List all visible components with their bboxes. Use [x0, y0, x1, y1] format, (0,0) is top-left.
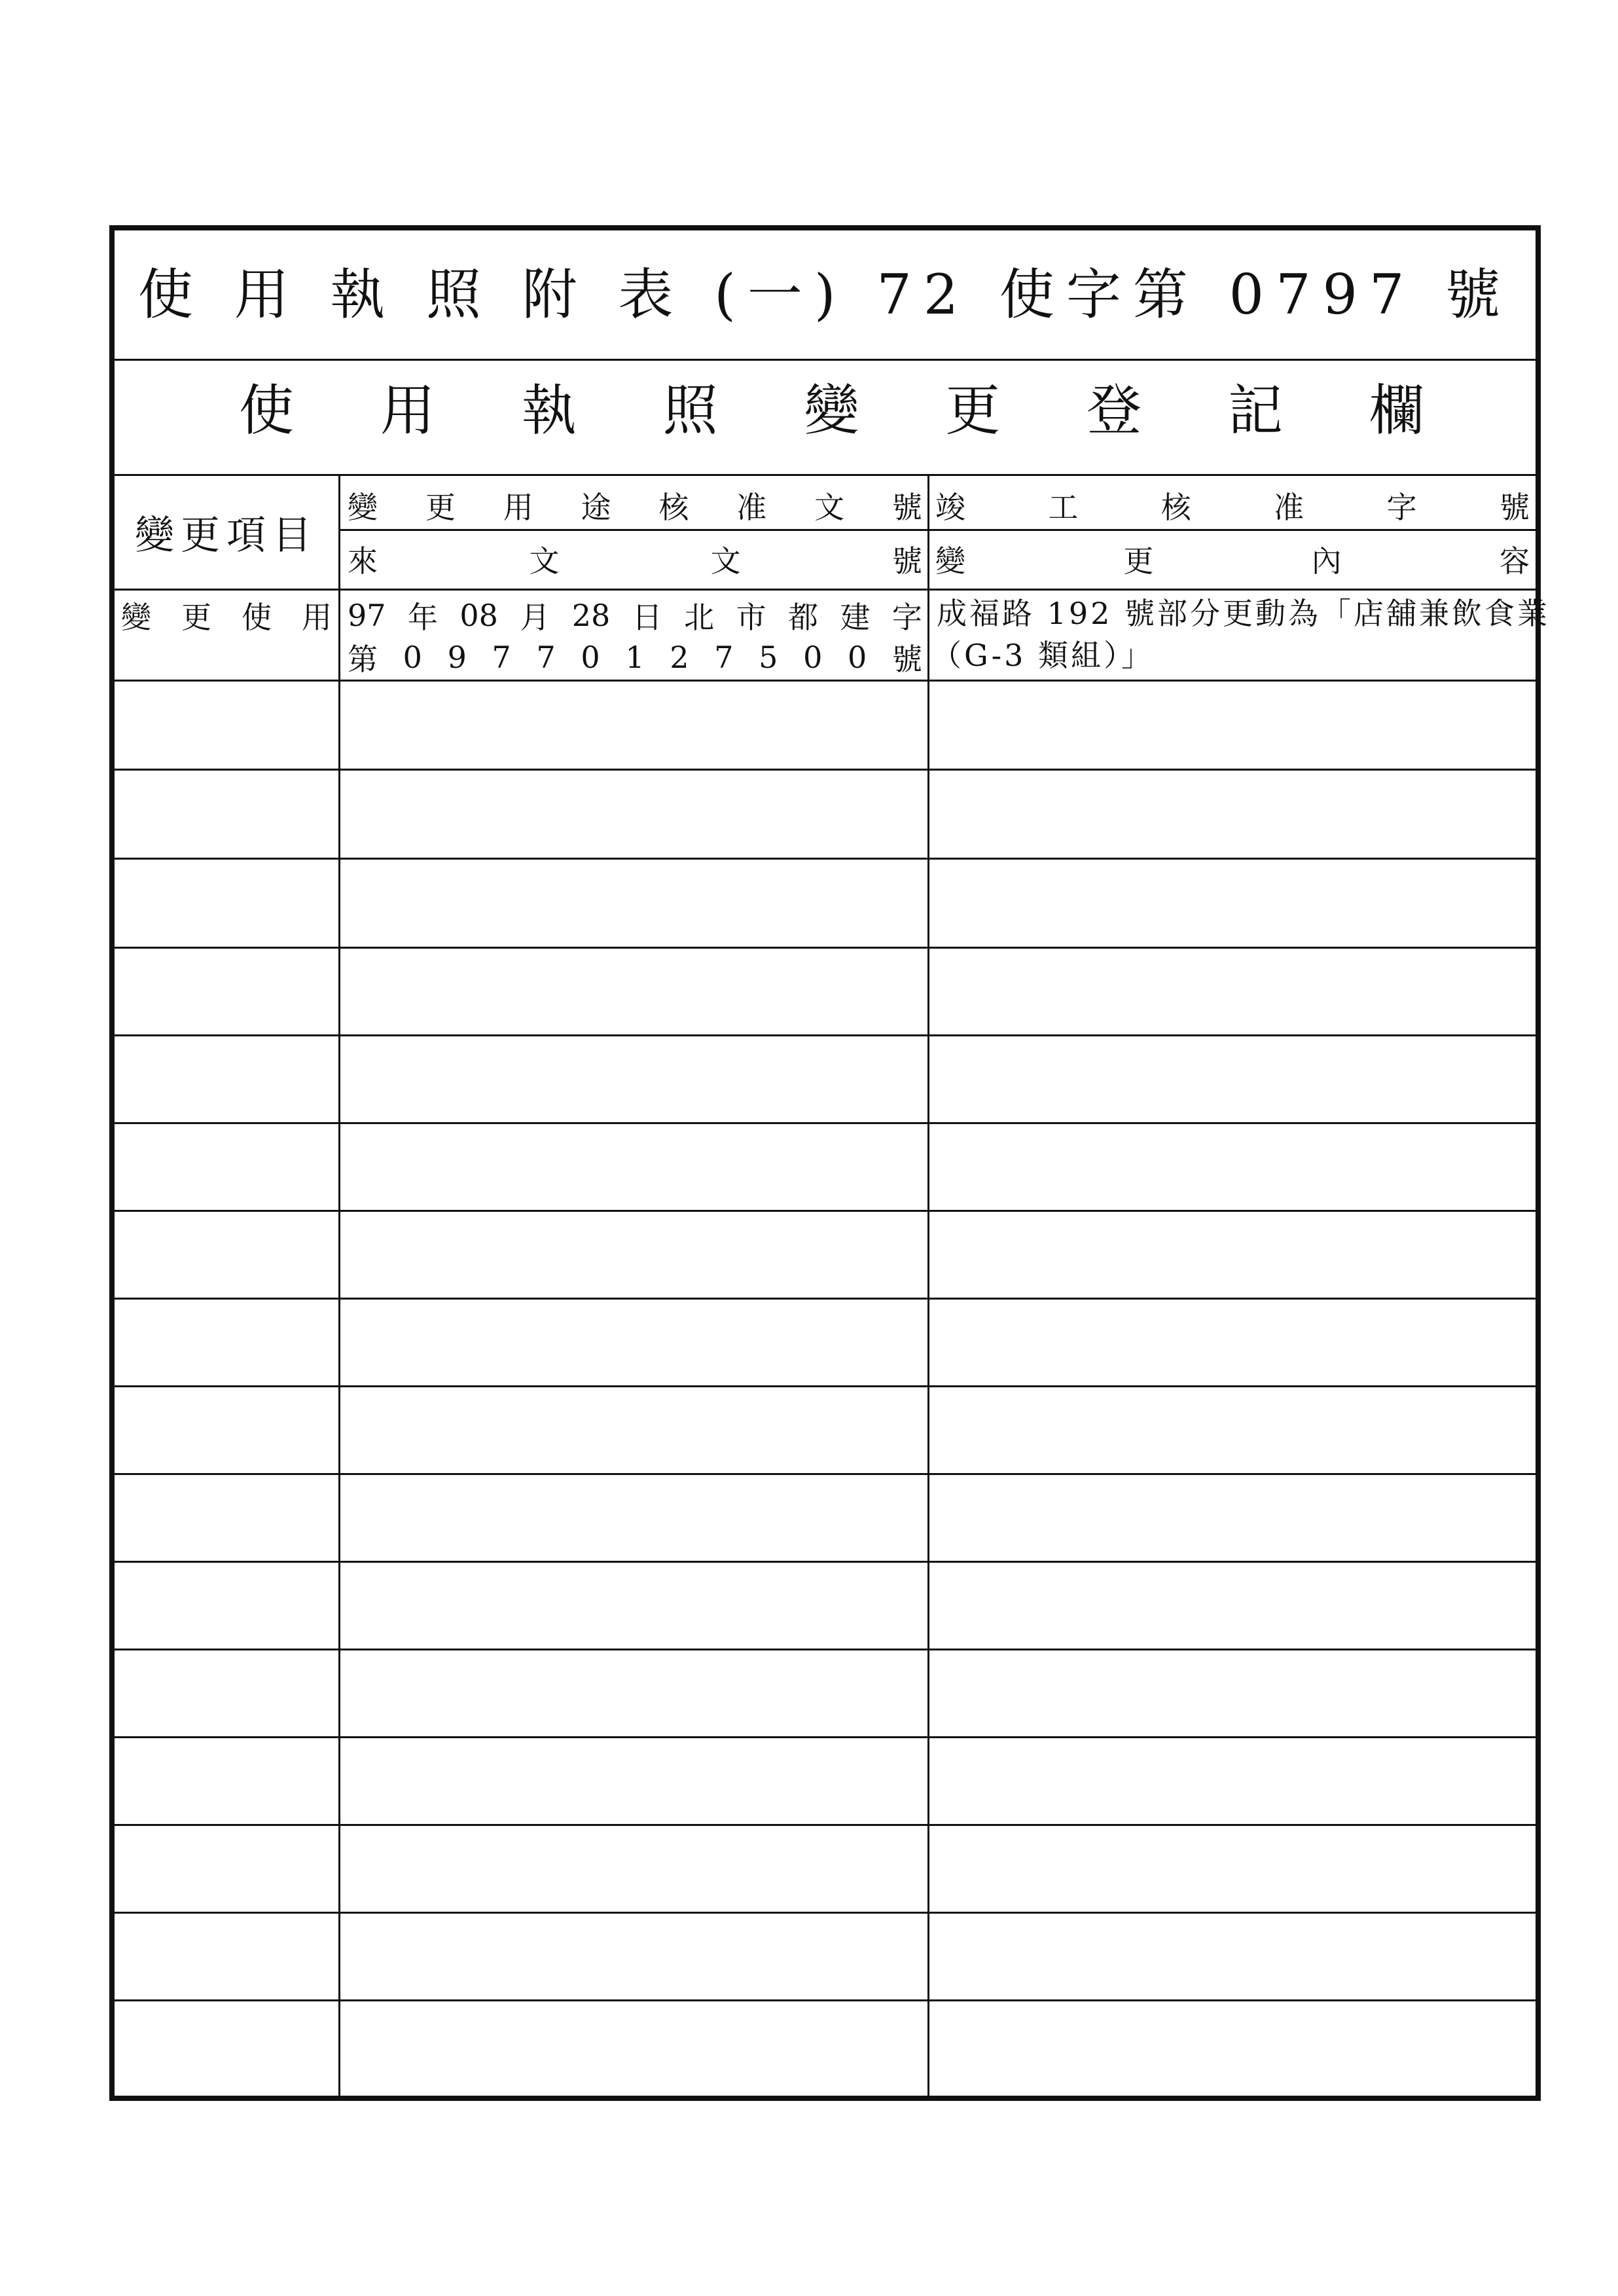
header-char: 工 — [1048, 490, 1079, 525]
row-divider — [115, 1473, 1536, 1475]
header-char: 號 — [891, 490, 922, 525]
col-header-approval-doc — [344, 479, 926, 532]
cell-char: 使 — [242, 600, 272, 635]
header-char: 核 — [1160, 490, 1191, 525]
cell-char: 0 — [803, 640, 823, 675]
col-header-change-content — [931, 533, 1534, 585]
divider — [115, 589, 1536, 591]
column-divider — [338, 474, 340, 2096]
cell-char: 7 — [536, 640, 556, 675]
header-char: 文 — [529, 543, 560, 579]
cell-char: 7 — [492, 640, 511, 675]
subtitle-char: 更 — [945, 378, 1001, 443]
header-char: 文 — [814, 490, 845, 525]
row1-doc-line2 — [344, 636, 926, 678]
subtitle-char: 執 — [521, 378, 577, 443]
row-divider — [115, 1122, 1536, 1124]
row-divider — [115, 858, 1536, 860]
subtitle-char: 變 — [804, 378, 859, 443]
header-char: 字 — [1386, 490, 1417, 525]
row-divider — [115, 1912, 1536, 1914]
row-divider — [115, 769, 1536, 771]
subtitle-char: 登 — [1087, 378, 1142, 443]
row-divider — [115, 1210, 1536, 1212]
header-char: 內 — [1311, 543, 1342, 579]
column-divider — [927, 474, 929, 2096]
subtitle-char: 照 — [662, 378, 718, 443]
row1-content-line1: 成福路 192 號部分更動為「店舖兼飲食業 — [937, 596, 1551, 631]
header-char: 准 — [736, 490, 767, 525]
row-divider — [115, 1298, 1536, 1300]
header-char: 竣 — [935, 490, 965, 525]
form-title: 使 用 執 照 附 表 (一) 72 使字第 0797 號 — [137, 263, 1513, 327]
row-divider — [115, 1561, 1536, 1563]
cell-char: 0 — [403, 640, 422, 675]
row1-content-line2: （G-3 類組）」 — [931, 638, 1155, 673]
cell-char: 28 — [571, 598, 611, 633]
col-header-change-item-label: 變更項目 — [135, 513, 318, 558]
cell-char: 0 — [848, 640, 867, 675]
cell-char: 月 — [520, 600, 550, 635]
header-char: 號 — [891, 543, 922, 579]
subtitle-char: 用 — [380, 378, 435, 443]
col-header-change-item — [115, 476, 338, 589]
registration-form — [109, 225, 1551, 2101]
col-header-incoming-doc — [344, 533, 926, 585]
cell-char: 變 — [121, 600, 151, 635]
divider — [115, 359, 1536, 361]
header-char: 變 — [935, 543, 965, 579]
cell-char: 建 — [840, 600, 871, 635]
subtitle-char: 使 — [239, 378, 295, 443]
cell-char: 日 — [632, 600, 662, 635]
cell-char: 更 — [181, 600, 211, 635]
row-divider — [115, 1736, 1536, 1738]
cell-char: 08 — [459, 598, 498, 633]
header-char: 用 — [503, 490, 533, 525]
header-char: 准 — [1274, 490, 1304, 525]
header-char: 來 — [348, 543, 378, 579]
divider — [338, 529, 1536, 531]
header-char: 號 — [1499, 490, 1530, 525]
cell-char: 年 — [407, 600, 438, 635]
cell-char: 第 — [348, 642, 378, 677]
row-divider — [115, 1385, 1536, 1387]
row-divider — [115, 1999, 1536, 2001]
col-header-completion-no — [931, 479, 1534, 532]
cell-char: 用 — [302, 600, 332, 635]
cell-char: 97 — [348, 598, 386, 633]
row1-doc-line1 — [344, 594, 926, 636]
cell-char: 1 — [625, 640, 645, 675]
row1-change-item — [118, 594, 334, 636]
cell-char: 2 — [670, 640, 689, 675]
cell-char: 0 — [581, 640, 600, 675]
row-divider — [115, 947, 1536, 949]
header-char: 變 — [348, 490, 378, 525]
header-char: 途 — [581, 490, 611, 525]
header-char: 容 — [1499, 543, 1530, 579]
subtitle-char: 記 — [1228, 378, 1284, 443]
header-char: 更 — [1123, 543, 1154, 579]
cell-char: 7 — [714, 640, 734, 675]
cell-char: 市 — [736, 600, 766, 635]
form-subtitle — [115, 361, 1536, 460]
cell-char: 號 — [891, 642, 922, 677]
cell-char: 5 — [759, 640, 778, 675]
header-char: 文 — [710, 543, 741, 579]
cell-char: 北 — [684, 600, 715, 635]
subtitle-char: 欄 — [1369, 378, 1424, 443]
row-divider — [115, 1034, 1536, 1036]
row-divider — [115, 680, 1536, 682]
row-divider — [115, 1824, 1536, 1826]
header-char: 更 — [425, 490, 456, 525]
cell-char: 都 — [788, 600, 819, 635]
header-char: 核 — [658, 490, 689, 525]
cell-char: 字 — [891, 600, 922, 635]
row-divider — [115, 1649, 1536, 1650]
cell-char: 9 — [447, 640, 467, 675]
